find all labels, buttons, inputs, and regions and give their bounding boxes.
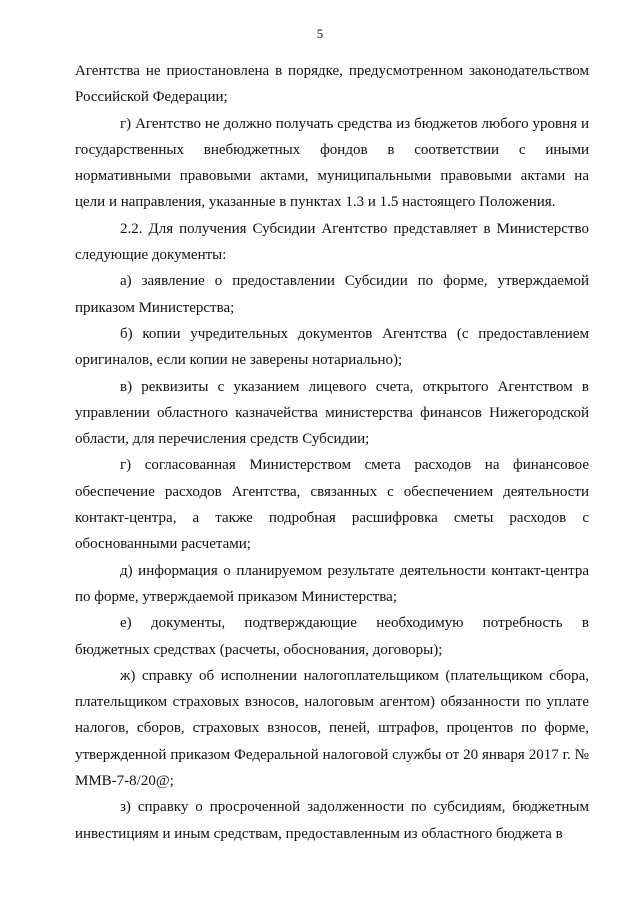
paragraph-item-g-agency-funds: г) Агентство не должно получать средства из бюджетов любого уровня и государственных внебюджетных фондов в соответствии с иными нормативными правовыми актами, муниципальными правовыми актами на цели и направления, указанные в пунктах 1.3 и 1.5 настоящего Положения.: [75, 115, 589, 211]
paragraph-item-a: а) заявление о предоставлении Субсидии по форме, утверждаемой приказом Министерства;: [75, 273, 589, 316]
paragraph-item-z: з) справку о просроченной задолженности по субсидиям, бюджетным инвестициям и иным средствам, предоставленным из областного бюджета в: [75, 799, 589, 842]
paragraph-item-d: д) информация о планируемом результате деятельности контакт-центра по форме, утверждаемой приказом Министерства;: [75, 562, 589, 605]
paragraph-item-v: в) реквизиты с указанием лицевого счета, открытого Агентством в управлении областного казначейства министерства финансов Нижегородской области, для перечисления средств Субсидии;: [75, 378, 589, 448]
document-body: [75, 58, 589, 847]
paragraph-section-2-2: 2.2. Для получения Субсидии Агентство представляет в Министерство следующие документы:: [75, 220, 589, 264]
paragraph-item-zh: ж) справку об исполнении налогоплательщиком (плательщиком сбора, плательщиком страховых взносов, налоговым агентом) обязанности по уплате налогов, сборов, страховых взносов, пеней, штрафов, процентов по форме, утвержденной приказом Федеральной налоговой службы от 20 января 2017 г. № ММВ-7-8/20@;: [75, 667, 589, 790]
paragraph-item-e: е) документы, подтверждающие необходимую потребность в бюджетных средствах (расчеты, обоснования, договоры);: [75, 615, 589, 658]
page-number: 5: [316, 26, 324, 41]
paragraph-item-b: б) копии учредительных документов Агентства (с предоставлением оригиналов, если копии не заверены нотариально);: [75, 325, 589, 369]
paragraph-item-g-estimate: г) согласованная Министерством смета расходов на финансовое обеспечение расходов Агентства, связанных с обеспечением деятельности контакт-центра, а также подробная расшифровка сметы расходов с обоснованными расчетами;: [75, 457, 589, 553]
paragraph-continuation: Агентства не приостановлена в порядке, предусмотренном законодательством Российской Федерации;: [75, 63, 589, 106]
